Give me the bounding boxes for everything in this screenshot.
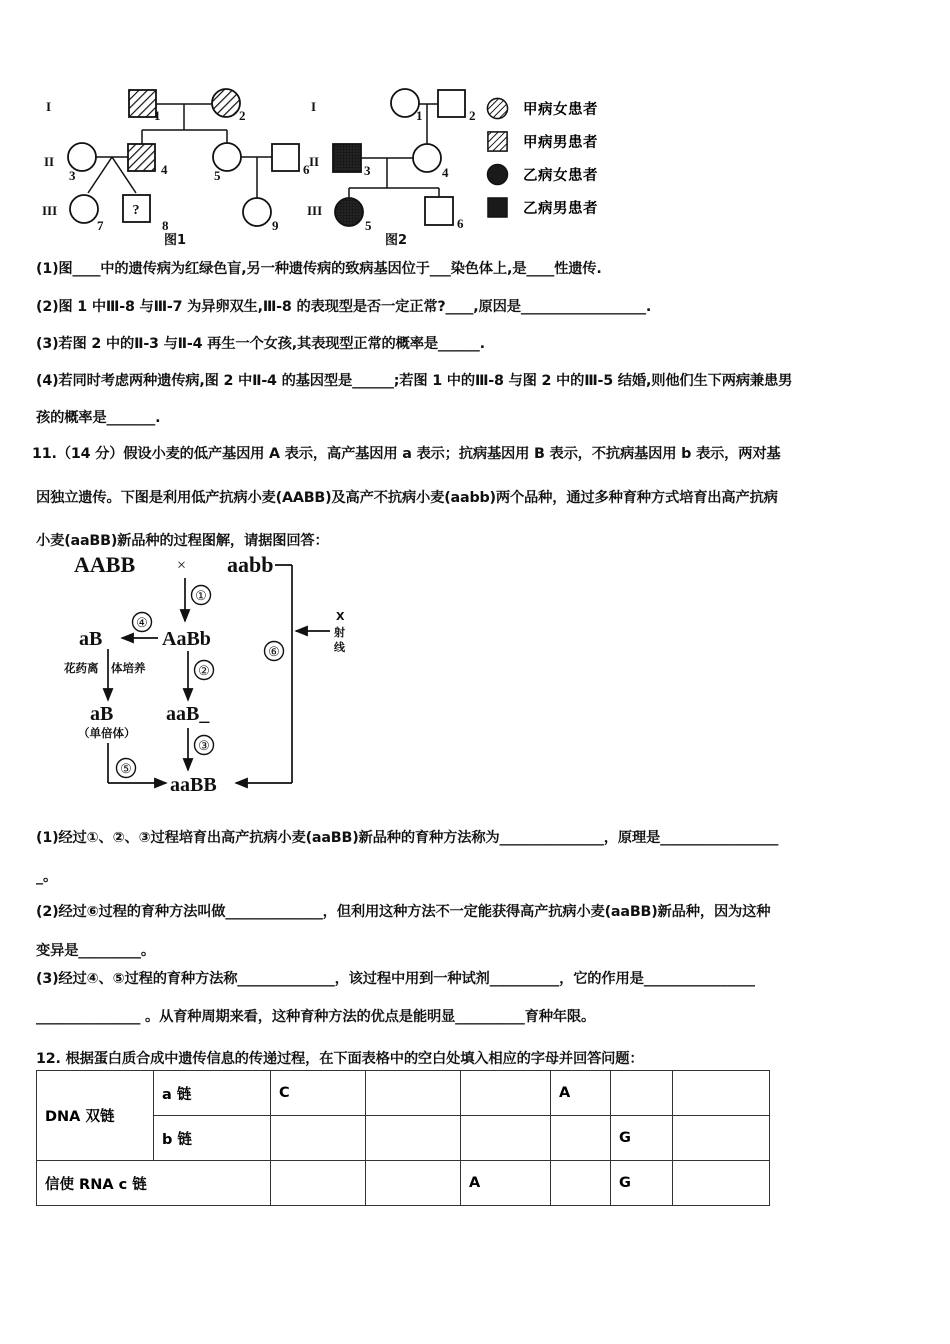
q10-sub4-line2: 孩的概率是_______.	[36, 410, 161, 426]
individual-II-6	[272, 144, 299, 171]
cell-c-4[interactable]	[551, 1161, 611, 1206]
step-5-marker	[117, 759, 136, 778]
figure-2-caption: 图2	[385, 233, 408, 246]
individual-I-2	[212, 89, 240, 117]
svg-text:线: 线	[334, 641, 345, 654]
q11-stem-line2: 因独立遗传。下图是利用低产抗病小麦(AABB)及高产不抗病小麦(aabb)两个品种，通过多种育种方式培育出高产抗病	[36, 490, 778, 506]
id-II-3: 3	[69, 168, 76, 183]
q11-sub2-line2: 变异是_________。	[36, 943, 155, 959]
step-1-marker	[192, 586, 211, 605]
id-I-2: 2	[239, 108, 246, 123]
individual-II-4	[413, 144, 441, 172]
q10-sub3: (3)若图 2 中的Ⅱ-3 与Ⅱ-4 再生一个女孩,其表现型正常的概率是______.	[36, 336, 485, 352]
id-I-1: 1	[416, 108, 423, 123]
parent-left-genotype: AABB	[74, 552, 136, 577]
xray-label	[334, 610, 346, 654]
step-4-marker	[133, 613, 152, 632]
id-II-6: 6	[303, 162, 310, 177]
individual-III-6	[425, 197, 453, 225]
svg-text:X: X	[336, 610, 345, 623]
cell-a-3[interactable]	[461, 1071, 551, 1116]
cell-c-5[interactable]: G	[611, 1161, 673, 1206]
f1-genotype: AaBb	[162, 628, 211, 650]
generation-label-I: I	[311, 99, 317, 114]
gamete-genotype: aB	[79, 628, 103, 650]
q11-sub3-line1: (3)经过④、⑤过程的育种方法称______________，该过程中用到一种试剂__________，它的作用是________________	[36, 971, 755, 987]
generation-label-III: III	[307, 203, 323, 218]
legend-label-jia-female: 甲病女患者	[523, 102, 598, 118]
id-I-2: 2	[469, 108, 476, 123]
svg-text:⑥: ⑥	[268, 644, 280, 659]
individual-III-8-marker: ?	[132, 203, 140, 218]
filled-circle-icon	[486, 163, 509, 186]
legend-item-jia-female	[486, 92, 716, 125]
id-III-9: 9	[272, 218, 279, 233]
step-2-marker	[195, 661, 214, 680]
cell-c-1[interactable]	[271, 1161, 366, 1206]
individual-III-5	[335, 198, 363, 226]
generation-label-II: II	[309, 154, 320, 169]
q11-stem-line3: 小麦(aaBB)新品种的过程图解，请据图回答：	[36, 533, 329, 549]
product-genotype: aaBB	[170, 774, 217, 796]
q11-sub1-line1: (1)经过①、②、③过程培育出高产抗病小麦(aaBB)新品种的育种方法称为_______________，原理是_________________	[36, 830, 779, 846]
generation-label-I: I	[46, 99, 52, 114]
svg-text:③: ③	[198, 738, 210, 753]
individual-II-3	[68, 143, 96, 171]
cell-a-1[interactable]: C	[271, 1071, 366, 1116]
individual-II-4	[128, 144, 155, 171]
cell-a-5[interactable]	[611, 1071, 673, 1116]
cell-b-3[interactable]	[461, 1116, 551, 1161]
q11-sub1-line2: _。	[36, 869, 58, 885]
figure-1-caption: 图1	[164, 233, 187, 246]
q11-sub2-line1: (2)经过⑥过程的育种方法叫做______________，但利用这种方法不一定能获得高产抗病小麦(aaBB)新品种，因为这种	[36, 904, 771, 920]
f2-genotype: aaB_	[166, 703, 210, 725]
anther-culture-label-right: 体培养	[111, 661, 146, 675]
id-I-1: 1	[154, 108, 161, 123]
svg-text:射: 射	[334, 626, 345, 639]
row-group-label: DNA 双链	[37, 1071, 154, 1161]
cell-a-6[interactable]	[673, 1071, 770, 1116]
generation-label-III: III	[42, 203, 58, 218]
q12-stem: 12. 根据蛋白质合成中遗传信息的传递过程，在下面表格中的空白处填入相应的字母并回答问题：	[36, 1051, 644, 1067]
cell-b-2[interactable]	[366, 1116, 461, 1161]
legend-item-yi-female	[486, 158, 716, 191]
id-II-3: 3	[364, 163, 371, 178]
cell-b-1[interactable]	[271, 1116, 366, 1161]
legend-item-jia-male	[486, 125, 716, 158]
step-6-marker	[265, 642, 284, 661]
parent-right-genotype: aabb	[227, 552, 274, 577]
q10-sub2: (2)图 1 中Ⅲ-8 与Ⅲ-7 为异卵双生,Ⅲ-8 的表现型是否一定正常?____,原因是__________________.	[36, 299, 652, 315]
pedigree-legend	[486, 92, 716, 227]
table-row	[37, 1161, 770, 1206]
cell-b-5[interactable]: G	[611, 1116, 673, 1161]
legend-label-yi-male: 乙病男患者	[523, 201, 598, 217]
cell-a-2[interactable]	[366, 1071, 461, 1116]
individual-I-1	[391, 89, 419, 117]
pedigree-chart-2	[305, 78, 495, 246]
chain-label-a: a 链	[154, 1071, 271, 1116]
step-3-marker	[195, 736, 214, 755]
cell-c-6[interactable]	[673, 1161, 770, 1206]
individual-I-2	[438, 90, 465, 117]
hatched-square-icon	[486, 130, 509, 153]
haploid-genotype: aB	[90, 703, 114, 725]
id-III-5: 5	[365, 218, 372, 233]
cell-a-4[interactable]: A	[551, 1071, 611, 1116]
svg-text:①: ①	[195, 588, 207, 603]
id-III-8: 8	[162, 218, 169, 233]
legend-label-jia-male: 甲病男患者	[523, 135, 598, 151]
legend-label-yi-female: 乙病女患者	[523, 168, 598, 184]
individual-III-7	[70, 195, 98, 223]
anther-culture-label-left: 花药离	[64, 661, 99, 675]
id-II-4: 4	[442, 165, 449, 180]
q10-sub1: (1)图____中的遗传病为红绿色盲,另一种遗传病的致病基因位于___染色体上,是____性遗传.	[36, 261, 602, 277]
q11-sub3-line2: _______________ 。从育种周期来看，这种育种方法的优点是能明显__________育种年限。	[36, 1009, 596, 1025]
svg-text:④: ④	[136, 615, 148, 630]
breeding-process-diagram	[62, 548, 392, 818]
haploid-note: （单倍体）	[78, 726, 136, 740]
filled-square-icon	[486, 196, 509, 219]
id-III-7: 7	[97, 218, 104, 233]
generation-label-II: II	[44, 154, 55, 169]
id-II-5: 5	[214, 168, 221, 183]
table-row	[37, 1071, 770, 1116]
pedigree-chart-1	[40, 78, 323, 246]
q10-sub4-line1: (4)若同时考虑两种遗传病,图 2 中Ⅱ-4 的基因型是______;若图 1 中的Ⅲ-8 与图 2 中的Ⅲ-5 结婚,则他们生下两病兼患男	[36, 373, 793, 389]
chain-label-c: 信使 RNA c 链	[37, 1161, 271, 1206]
dna-rna-table	[36, 1070, 770, 1206]
individual-II-5	[213, 143, 241, 171]
hatched-circle-icon	[486, 97, 509, 120]
cell-c-3[interactable]: A	[461, 1161, 551, 1206]
individual-III-9	[243, 198, 271, 226]
legend-item-yi-male	[486, 191, 716, 224]
cross-symbol: ×	[177, 557, 187, 574]
pedigree-figures	[0, 78, 950, 246]
chain-label-b: b 链	[154, 1116, 271, 1161]
q11-stem-line1: 11.（14 分）假设小麦的低产基因用 A 表示，高产基因用 a 表示；抗病基因用 B 表示，不抗病基因用 b 表示，两对基	[32, 446, 781, 462]
svg-text:⑤: ⑤	[120, 761, 132, 776]
cell-b-4[interactable]	[551, 1116, 611, 1161]
svg-text:②: ②	[198, 663, 210, 678]
cell-c-2[interactable]	[366, 1161, 461, 1206]
id-II-4: 4	[161, 162, 168, 177]
individual-I-1	[129, 90, 156, 117]
id-III-6: 6	[457, 216, 464, 231]
cell-b-6[interactable]	[673, 1116, 770, 1161]
individual-II-3	[333, 144, 361, 172]
